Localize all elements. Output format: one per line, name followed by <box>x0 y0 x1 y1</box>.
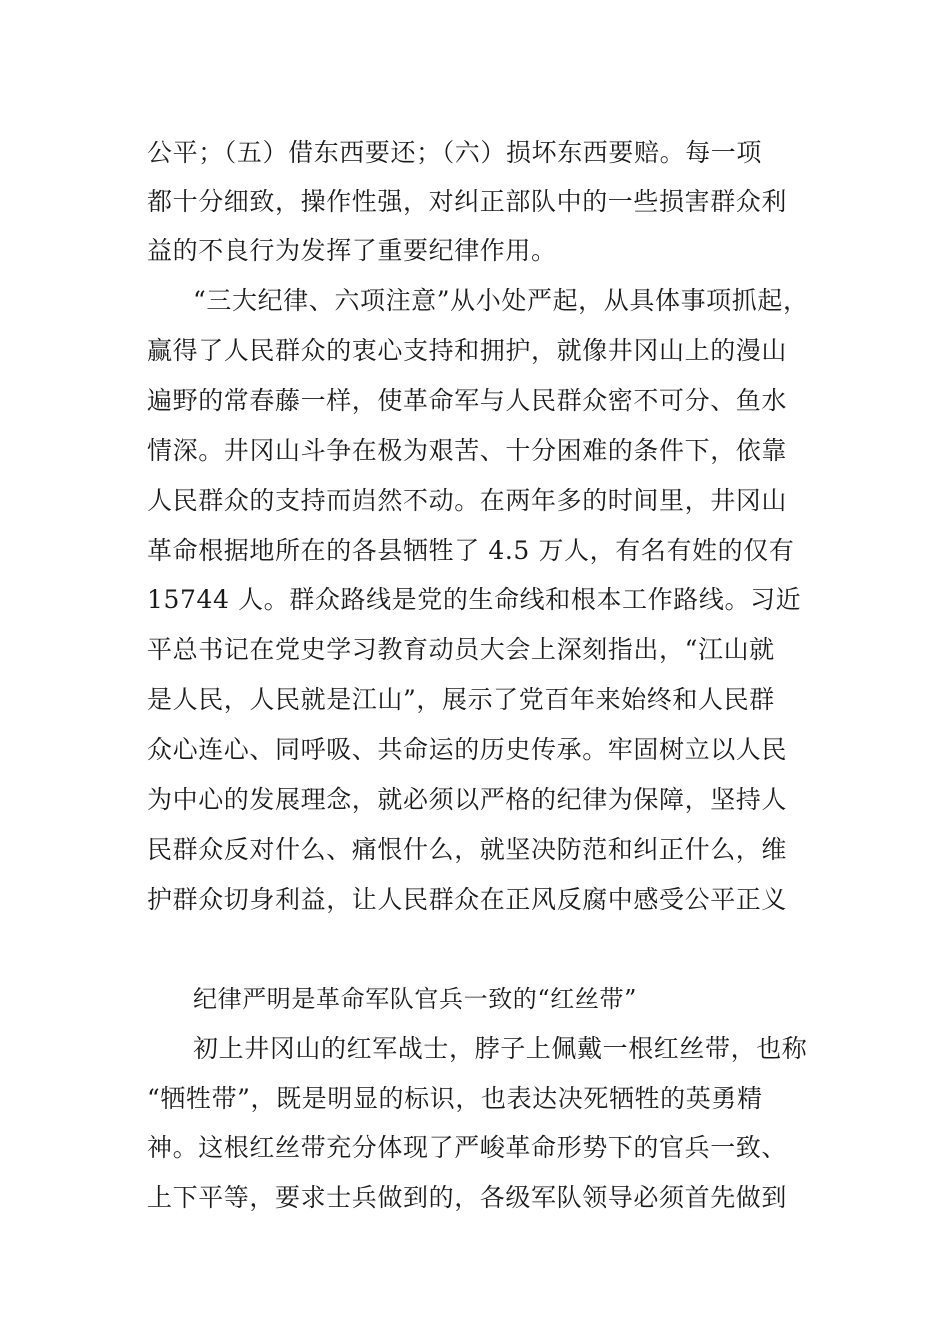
text-line: 是人民，人民就是江山”，展示了党百年来始终和人民群 <box>147 685 775 714</box>
text-line: 众心连心、同呼吸、共命运的历史传承。牢固树立以人民 <box>147 735 788 764</box>
text-line: 都十分细致，操作性强，对纠正部队中的一些损害群众利 <box>147 187 788 216</box>
text-line: 革命根据地所在的各县牺牲了 4.5 万人，有名有姓的仅有 <box>147 536 795 565</box>
text-line: 平总书记在党史学习教育动员大会上深刻指出，“江山就 <box>147 635 775 664</box>
text-line: 为中心的发展理念，就必须以严格的纪律为保障，坚持人 <box>147 785 788 814</box>
text-line: 神。这根红丝带充分体现了严峻革命形势下的官兵一致、 <box>147 1133 788 1162</box>
paragraph-first-line: “三大纪律、六项注意”从小处严起，从具体事项抓起， <box>193 286 809 315</box>
text-line: 赢得了人民群众的衷心支持和拥护，就像井冈山上的漫山 <box>147 336 788 365</box>
text-line: 15744 人。群众路线是党的生命线和根本工作路线。习近 <box>147 585 802 614</box>
paragraph-first-line: 初上井冈山的红军战士，脖子上佩戴一根红丝带，也称 <box>193 1034 808 1063</box>
section-heading: 纪律严明是革命军队官兵一致的“红丝带” <box>193 985 637 1013</box>
text-line: 公平；（五）借东西要还；（六）损坏东西要赔。每一项 <box>147 138 763 167</box>
text-line: 情深。井冈山斗争在极为艰苦、十分困难的条件下，依靠 <box>147 436 788 465</box>
text-line: 上下平等，要求士兵做到的，各级军队领导必须首先做到 <box>147 1183 788 1212</box>
text-line: “牺牲带”，既是明显的标识，也表达决死牺牲的英勇精 <box>147 1084 763 1113</box>
text-line: 护群众切身利益，让人民群众在正风反腐中感受公平正义 <box>147 885 788 914</box>
text-line: 人民群众的支持而岿然不动。在两年多的时间里，井冈山 <box>147 486 788 515</box>
text-line: 民群众反对什么、痛恨什么，就坚决防范和纠正什么，维 <box>147 835 788 864</box>
text-line: 遍野的常春藤一样，使革命军与人民群众密不可分、鱼水 <box>147 386 788 415</box>
text-line: 益的不良行为发挥了重要纪律作用。 <box>147 236 557 265</box>
